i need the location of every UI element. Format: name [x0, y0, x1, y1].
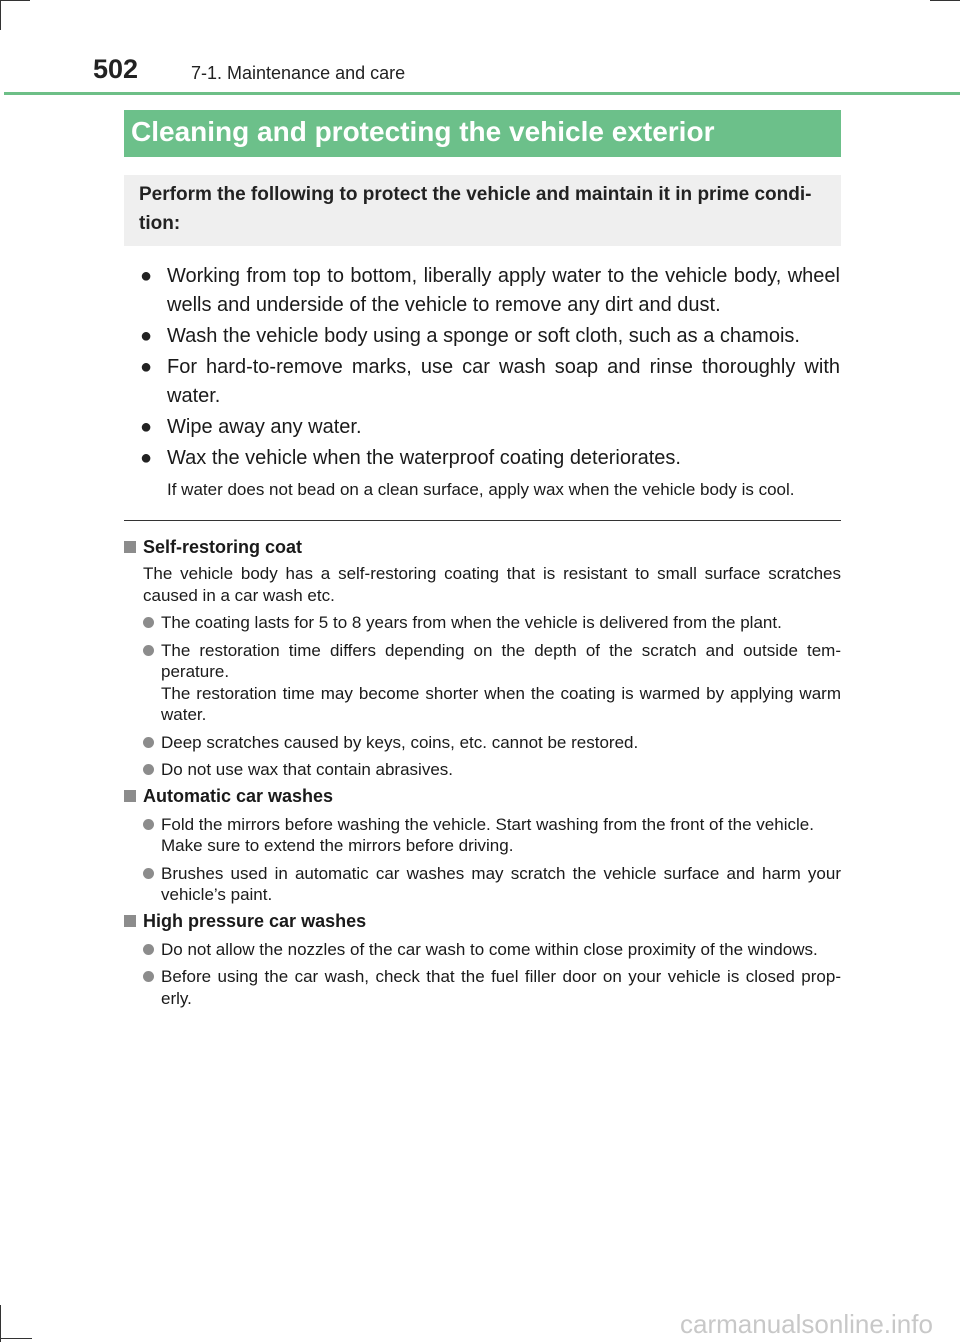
bullet-icon: ● [140, 265, 153, 287]
bullet-text: Deep scratches caused by keys, coins, etc. cannot be restored. [161, 732, 639, 752]
step-note: If water does not bead on a clean surface, apply wax when the vehicle body is cool. [167, 480, 795, 499]
bullet-icon: ● [140, 325, 153, 347]
bullet-text: The restoration time differs depending on the depth of the scratch and outside tem-perature. [161, 640, 841, 681]
bullet-icon: ● [140, 447, 153, 469]
bullet-text: Brushes used in automatic car washes may scratch the vehicle surface and harm your vehicle’s paint. [161, 863, 841, 904]
circle-bullet-icon [143, 819, 154, 830]
circle-bullet-icon [143, 868, 154, 879]
intro-text: Perform the following to protect the vehicle and maintain it in prime condi-tion: [139, 184, 812, 234]
square-bullet-icon [124, 541, 136, 553]
page-header [0, 52, 960, 98]
list-item [124, 966, 841, 1009]
bullet-text: Do not use wax that contain abrasives. [161, 760, 453, 779]
bullet-text-extra: The restoration time may become shorter when the coating is warmed by applying warm water. [161, 683, 841, 724]
list-item [124, 814, 841, 857]
section-reference: 7-1. Maintenance and care [191, 63, 406, 83]
crop-mark [0, 1305, 1, 1342]
circle-bullet-icon [143, 737, 154, 748]
subsection-heading [124, 909, 841, 933]
crop-mark [930, 0, 960, 1]
circle-bullet-icon [143, 645, 154, 656]
list-item [140, 262, 840, 320]
list-item [140, 322, 840, 351]
crop-mark [0, 0, 30, 1]
step-text: Working from top to bottom, liberally apply water to the vehicle body, wheel wells and underside of the vehicle to remove any dirt and dust. [167, 265, 840, 316]
list-item [124, 612, 841, 634]
bullet-text: Do not allow the nozzles of the car wash to come within close proximity of the windows. [161, 939, 818, 959]
list-item [124, 863, 841, 906]
square-bullet-icon [124, 790, 136, 802]
divider [124, 520, 841, 521]
notes [124, 532, 841, 1009]
bullet-text: Fold the mirrors before washing the vehicle. Start washing from the front of the vehicle. [161, 814, 814, 834]
paragraph: The vehicle body has a self-restoring coating that is resistant to small surface scratches caused in a car wash etc. [143, 564, 841, 605]
step-text: Wash the vehicle body using a sponge or soft cloth, such as a chamois. [167, 325, 800, 347]
subsection-heading [124, 784, 841, 808]
header-rule [4, 92, 960, 95]
square-bullet-icon [124, 915, 136, 927]
list-item [140, 353, 840, 411]
step-text: Wax the vehicle when the waterproof coating deteriorates. [167, 447, 681, 469]
circle-bullet-icon [143, 617, 154, 628]
circle-bullet-icon [143, 944, 154, 955]
bullet-icon: ● [140, 356, 153, 378]
heading-text: Self-restoring coat [143, 537, 303, 557]
section-title: Cleaning and protecting the vehicle exterior [124, 110, 841, 157]
list-item [124, 939, 841, 961]
watermark: carmanualsonline.info [680, 1309, 933, 1339]
crop-mark [0, 1338, 32, 1339]
list-item [124, 759, 841, 781]
step-text: For hard-to-remove marks, use car wash soap and rinse thoroughly with water. [167, 356, 840, 407]
bullet-icon: ● [140, 416, 153, 438]
list-item [140, 413, 840, 442]
list-item [124, 640, 841, 726]
bullet-text: Before using the car wash, check that the fuel filler door on your vehicle is closed prop-erly. [161, 967, 841, 1008]
heading-text: High pressure car washes [143, 910, 367, 931]
heading-text: Automatic car washes [143, 785, 334, 806]
bullet-text-extra: Make sure to extend the mirrors before driving. [161, 836, 514, 855]
steps-list [140, 262, 840, 501]
subsection-heading [124, 535, 841, 559]
bullet-text: The coating lasts for 5 to 8 years from when the vehicle is delivered from the plant. [161, 613, 782, 632]
circle-bullet-icon [143, 971, 154, 982]
page-number: 502 [93, 54, 139, 84]
crop-mark [0, 0, 1, 30]
list-item [124, 732, 841, 754]
intro-box [124, 175, 841, 246]
step-text: Wipe away any water. [167, 416, 362, 438]
list-item [140, 444, 840, 473]
circle-bullet-icon [143, 764, 154, 775]
